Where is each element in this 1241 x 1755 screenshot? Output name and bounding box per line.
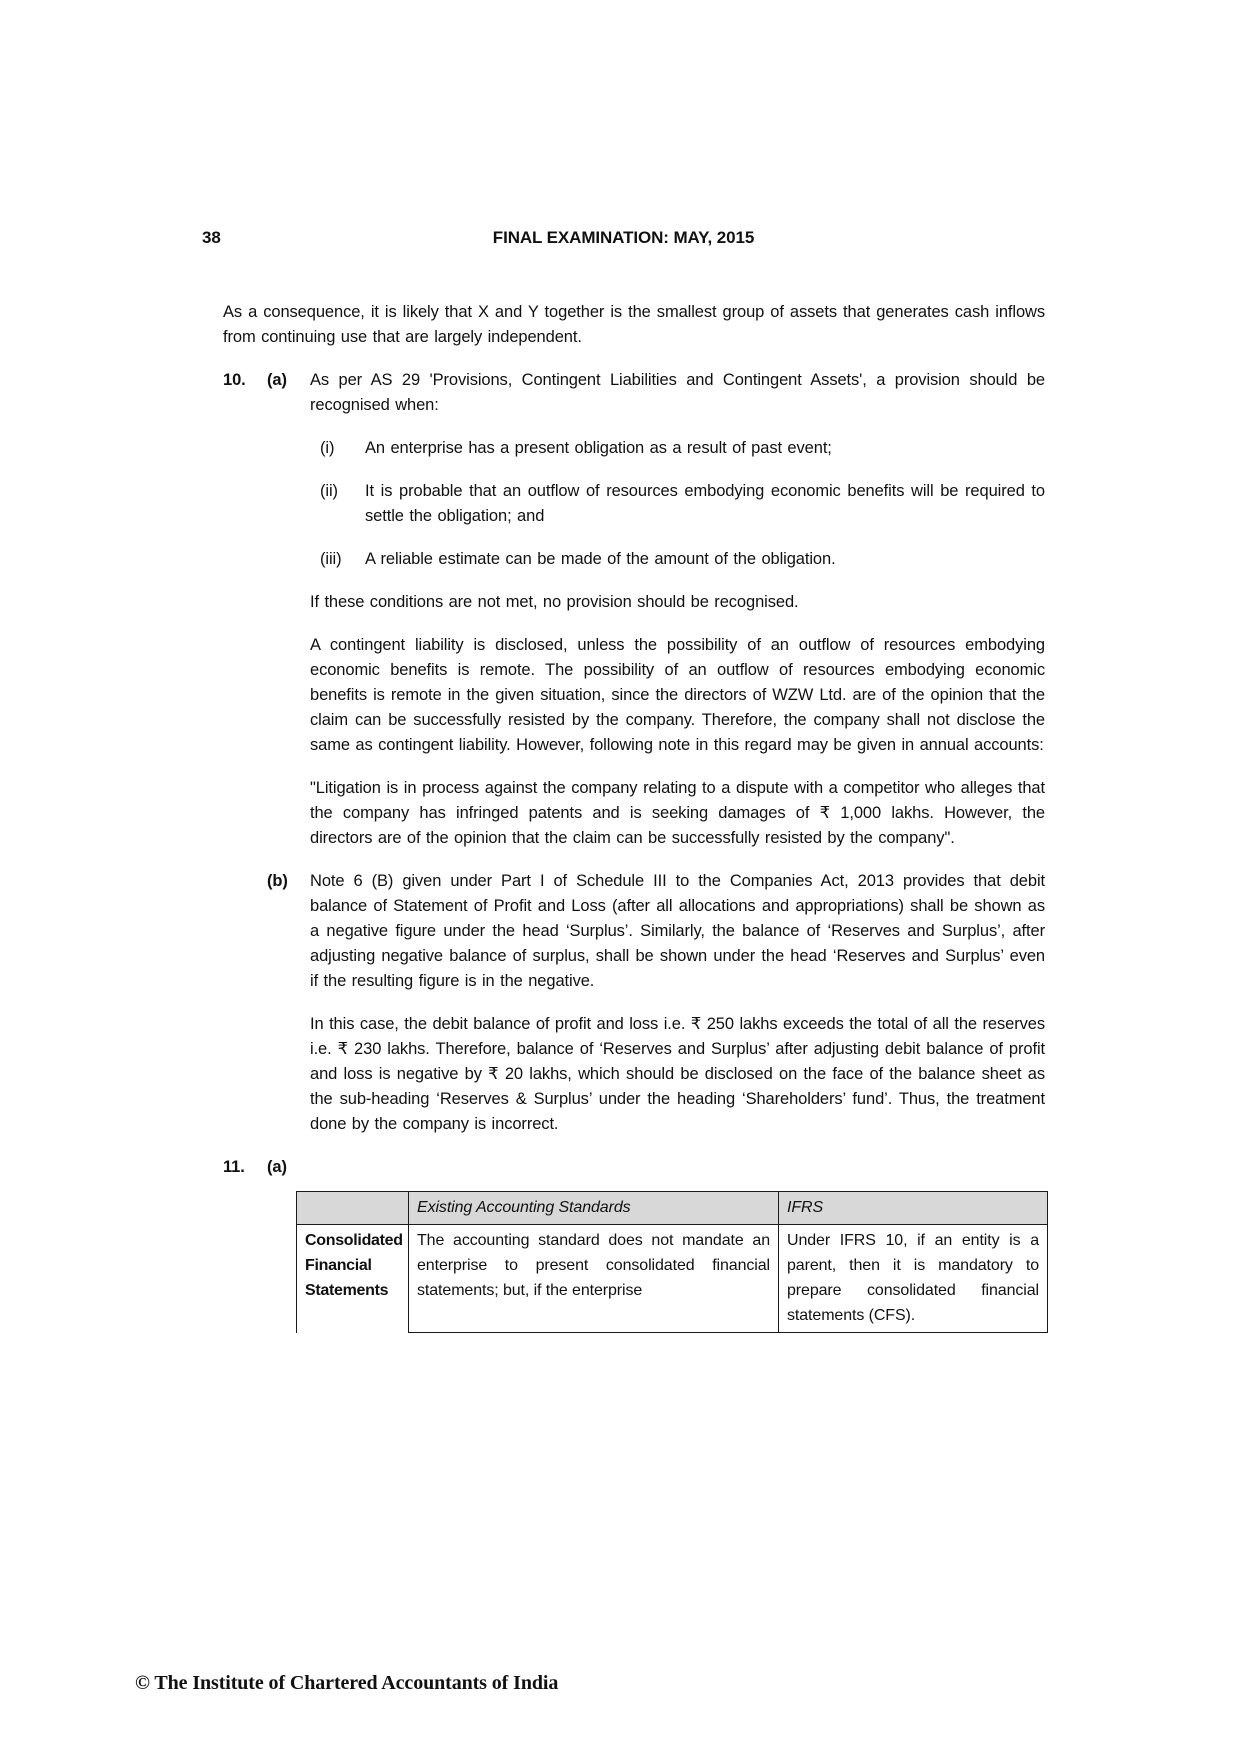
page-title: FINAL EXAMINATION: MAY, 2015 [492,228,755,247]
question-part-label: (a) [267,371,287,389]
table-header-existing-standards: Existing Accounting Standards [409,1192,779,1225]
list-item-text: It is probable that an outflow of resources embodying economic benefits will be required to settle the obligation; and [365,482,1045,525]
question-part-label: (b) [267,872,288,890]
question-10a [223,368,1045,869]
table-header-ifrs: IFRS [779,1192,1048,1225]
table-cell-topic: Consolidated Financial Statements [297,1225,409,1333]
list-item-text: An enterprise has a present obligation as a result of past event; [365,439,832,457]
list-item [320,436,1045,461]
paragraph-note6b: Note 6 (B) given under Part I of Schedule III to the Companies Act, 2013 provides that debit balance of Statement of Profit and Loss (after all allocations and appropriations) shall be shown as a negative figure under the head ‘Surplus’. Similarly, the balance of ‘Reserves and Surplus’, after adjusting negative balance of surplus, shall be shown under the head ‘Reserves and Surplus’ even if the resulting figure is in the negative. [310,872,1045,990]
list-item-text: A reliable estimate can be made of the amount of the obligation. [365,550,836,568]
paragraph-conditions: If these conditions are not met, no provision should be recognised. [310,593,799,611]
question-10b [223,869,1045,1155]
paragraph-lead: As per AS 29 'Provisions, Contingent Liabilities and Contingent Assets', a provision should be recognised when: [310,371,1045,414]
answer-body [310,869,1045,1155]
standards-comparison-table [296,1191,1048,1333]
question-number: 11. [223,1158,245,1176]
page-number: 38 [202,228,221,247]
table-row [297,1225,1048,1333]
copyright-footer: © The Institute of Chartered Accountants of India [135,1672,559,1694]
list-item [320,547,1045,572]
table-header-topic [297,1192,409,1225]
question-part-label: (a) [267,1158,287,1176]
table-cell-existing: The accounting standard does not mandate an enterprise to present consolidated financial statements; but, if the enterprise [409,1225,779,1333]
paragraph-in-this-case: In this case, the debit balance of profit and loss i.e. ₹ 250 lakhs exceeds the total of all the reserves i.e. ₹ 230 lakhs. Therefore, balance of ‘Reserves and Surplus’ after adjusting debit balance of profit and loss is negative by ₹ 20 lakhs, which should be disclosed on the face of the balance sheet as the sub-heading ‘Reserves & Surplus’ under the heading ‘Shareholders’ fund’. Thus, the treatment done by the company is incorrect. [310,1015,1045,1133]
question-number: 10. [223,371,246,389]
list-marker: (ii) [320,482,338,500]
list-marker: (iii) [320,550,342,568]
list-item [320,479,1045,529]
paragraph-contingent-liability: A contingent liability is disclosed, unless the possibility of an outflow of resources embodying economic benefits is remote. The possibility of an outflow of resources embodying economic benefits is remote in the given situation, since the directors of WZW Ltd. are of the opinion that the claim can be successfully resisted by the company. Therefore, the company shall not disclose the same as contingent liability. However, following note in this regard may be given in annual accounts: [310,636,1045,754]
paragraph-intro: As a consequence, it is likely that X and Y together is the smallest group of assets that generates cash inflows from continuing use that are largely independent. [223,303,1045,346]
table-header-row [297,1192,1048,1225]
table-cell-ifrs: Under IFRS 10, if an entity is a parent, then it is mandatory to prepare consolidated financial statements (CFS). [779,1225,1048,1333]
paragraph-litigation-note: "Litigation is in process against the company relating to a dispute with a competitor who alleges that the company has infringed patents and is seeking damages of ₹ 1,000 lakhs. However, the directors are of the opinion that the claim can be successfully resisted by the company". [310,779,1045,847]
page-header [202,228,1045,254]
answer-body [310,368,1045,869]
document-body [223,300,1045,1333]
list-marker: (i) [320,439,335,457]
question-11a [223,1155,1045,1180]
